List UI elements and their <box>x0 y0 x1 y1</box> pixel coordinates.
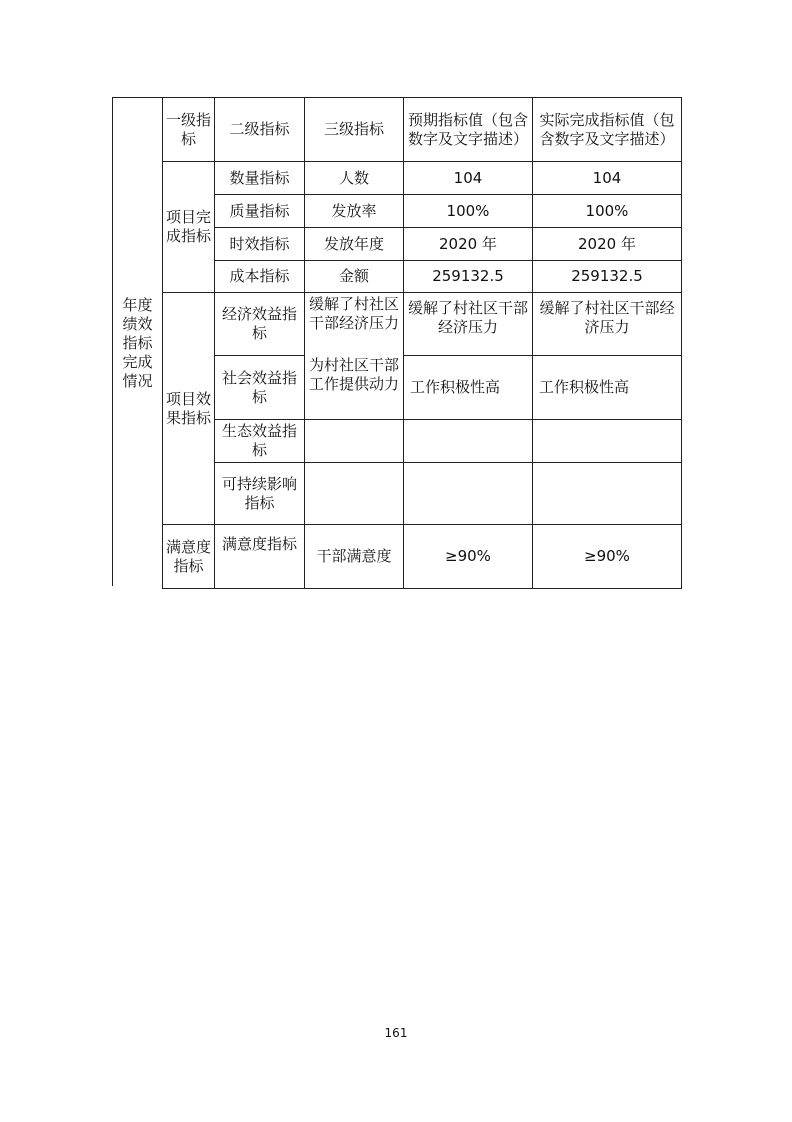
cell-text: 发放率 <box>331 201 377 220</box>
table-cell <box>404 463 533 525</box>
table-cell <box>215 195 305 228</box>
cell-text: 工作积极性高 <box>539 378 630 396</box>
cell-text: 经济效益指标 <box>221 305 297 342</box>
table-cell <box>215 162 305 195</box>
table-cell <box>215 293 305 356</box>
cell-text: 干部满意度 <box>316 547 392 565</box>
cell-text: 工作积极性高 <box>410 378 501 396</box>
cell-text: 数量指标 <box>229 168 290 187</box>
table-cell <box>533 261 682 293</box>
table-cell <box>305 228 404 261</box>
cell-text: 质量指标 <box>229 201 290 220</box>
table-cell <box>533 356 682 420</box>
cell-text: 可持续影响指标 <box>221 474 297 512</box>
table-cell <box>215 463 305 525</box>
satisfaction-group-label-text: 满意度指标 <box>166 537 212 575</box>
table-cell <box>404 293 533 356</box>
cell-text: 259132.5 <box>571 267 643 285</box>
table-cell <box>404 356 533 420</box>
table-cell <box>404 195 533 228</box>
cell-text: 缓解了村社区干部经济压力 <box>308 295 399 332</box>
table-cell <box>404 420 533 463</box>
table-cell <box>533 293 682 356</box>
header-level1-text: 一级指标 <box>166 110 212 148</box>
table-cell <box>533 195 682 228</box>
table-cell <box>215 525 305 589</box>
cell-text: 时效指标 <box>229 234 290 253</box>
cell-text: ≥90% <box>445 547 491 565</box>
performance-table <box>112 97 682 586</box>
table-cell <box>404 228 533 261</box>
table-cell <box>215 228 305 261</box>
header-actual <box>533 98 682 162</box>
table-cell <box>305 261 404 293</box>
table-cell <box>533 463 682 525</box>
table-cell <box>305 463 404 525</box>
table-cell <box>404 261 533 293</box>
output-group-label <box>163 162 215 293</box>
side-label <box>113 98 163 589</box>
cell-text: 发放年度 <box>323 234 384 253</box>
table-cell <box>533 525 682 589</box>
header-level2 <box>215 98 305 162</box>
cell-text: 104 <box>592 168 622 187</box>
cell-text: 成本指标 <box>229 267 290 285</box>
table-cell <box>215 356 305 420</box>
table-cell <box>533 162 682 195</box>
table-cell <box>404 525 533 589</box>
cell-text: ≥90% <box>584 547 630 565</box>
table-cell <box>305 420 404 463</box>
table-cell <box>404 162 533 195</box>
effect-group-label-text: 项目效果指标 <box>166 389 212 427</box>
header-expected-text: 预期指标值（包含数字及文字描述） <box>407 110 528 148</box>
table-cell <box>305 195 404 228</box>
cell-text: 缓解了村社区干部经济压力 <box>539 299 675 336</box>
satisfaction-group-label <box>163 525 215 589</box>
page-number: 161 <box>384 1026 408 1040</box>
cell-text: 社会效益指标 <box>221 368 297 406</box>
table-cell <box>215 261 305 293</box>
table-cell <box>533 420 682 463</box>
cell-text: 为村社区干部工作提供动力 <box>308 356 399 393</box>
cell-text: 100% <box>585 201 629 220</box>
cell-text: 缓解了村社区干部经济压力 <box>407 299 528 336</box>
cell-text: 金额 <box>338 267 369 285</box>
table-cell <box>215 420 305 463</box>
table-cell <box>305 356 404 420</box>
cell-text: 人数 <box>338 168 369 187</box>
header-level1 <box>163 98 215 162</box>
cell-text: 生态效益指标 <box>221 422 297 459</box>
cell-text: 满意度指标 <box>221 535 297 553</box>
cell-text: 100% <box>446 201 490 220</box>
header-level3-text: 三级指标 <box>323 120 384 138</box>
table-cell <box>533 228 682 261</box>
header-expected <box>404 98 533 162</box>
header-actual-text: 实际完成指标值（包含数字及文字描述） <box>539 110 675 148</box>
cell-text: 104 <box>453 168 483 187</box>
cell-text: 2020 年 <box>578 234 636 253</box>
table-cell <box>305 293 404 356</box>
effect-group-label <box>163 293 215 525</box>
header-level2-text: 二级指标 <box>229 120 290 138</box>
side-label-text: 年度绩效指标完成情况 <box>122 296 153 390</box>
cell-text: 2020 年 <box>439 234 497 253</box>
header-level3 <box>305 98 404 162</box>
table-cell <box>305 162 404 195</box>
cell-text: 259132.5 <box>432 267 504 285</box>
output-group-label-text: 项目完成指标 <box>166 208 212 245</box>
table-cell <box>305 525 404 589</box>
